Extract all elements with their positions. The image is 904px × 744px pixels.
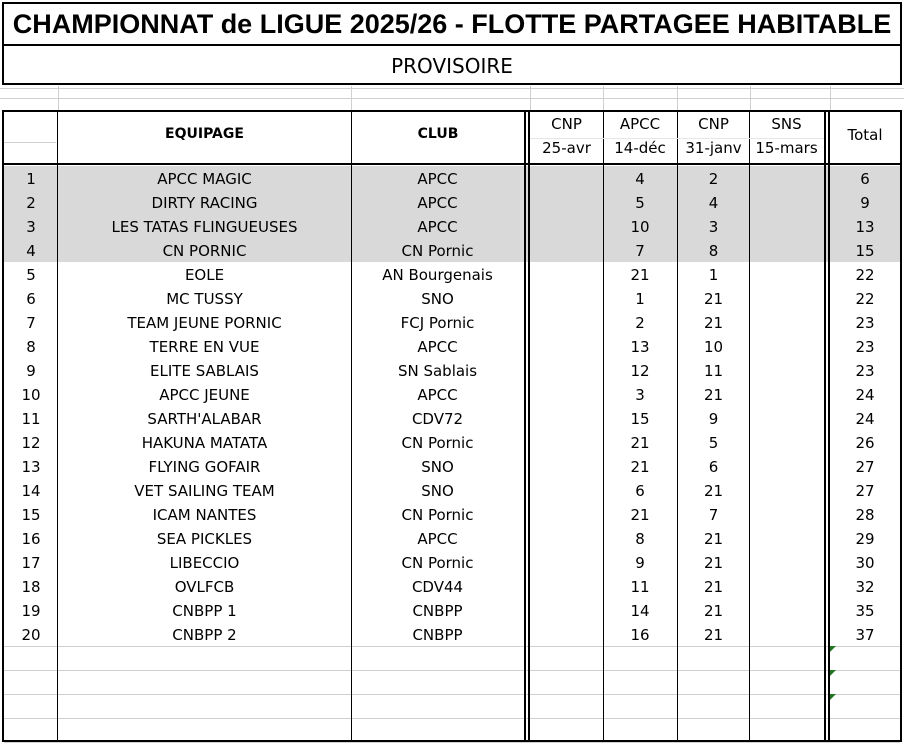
cell-total: 9 [860, 194, 870, 212]
cell-r3: 21 [703, 530, 724, 548]
cell-team: SEA PICKLES [156, 530, 253, 548]
cell-team: EOLE [184, 266, 225, 284]
gridline [4, 694, 900, 695]
cell-rank: 18 [21, 578, 41, 596]
cell-r1 [530, 623, 603, 647]
header-race3-club: CNP [698, 115, 729, 133]
cell-r4 [750, 287, 824, 311]
gridline [4, 718, 900, 719]
cell-r2: 8 [635, 530, 645, 548]
cell-r3: 8 [708, 242, 719, 260]
cell-r1 [530, 575, 603, 599]
cell-rank: 13 [21, 458, 41, 476]
cell-team: CNBPP 2 [172, 626, 237, 644]
cell-r3: 4 [708, 194, 719, 212]
cell-team: LES TATAS FLINGUEUSES [111, 218, 298, 236]
cell-r3: 21 [703, 578, 724, 596]
cell-club: SNO [421, 458, 454, 476]
cell-total: 27 [855, 482, 875, 500]
cell-rank: 3 [26, 218, 36, 236]
header-race4-club: SNS [771, 115, 802, 133]
gridline [4, 742, 900, 743]
col-double-line [824, 112, 826, 741]
cell-r1 [530, 551, 603, 575]
gridline [750, 86, 751, 110]
gridline [4, 670, 900, 671]
cell-club: APCC [417, 170, 458, 188]
cell-club: CN Pornic [401, 434, 474, 452]
table-bottom-border [2, 740, 902, 742]
cell-total: 35 [855, 602, 875, 620]
header-race4-date: 15-mars [755, 139, 818, 157]
cell-team: CNBPP 1 [172, 602, 237, 620]
cell-r4 [750, 359, 824, 383]
cell-rank: 17 [21, 554, 41, 572]
cell-r1 [530, 287, 603, 311]
cell-team: TEAM JEUNE PORNIC [127, 314, 282, 332]
cell-club: APCC [417, 338, 458, 356]
cell-rank: 14 [21, 482, 41, 500]
cell-r2: 16 [630, 626, 650, 644]
table-right-border [900, 110, 902, 742]
cell-total: 15 [855, 242, 875, 260]
cell-r2: 21 [630, 266, 650, 284]
cell-r2: 10 [630, 218, 650, 236]
cell-r4 [750, 263, 824, 287]
cell-r1 [530, 407, 603, 431]
gridline [0, 88, 904, 89]
cell-rank: 4 [26, 242, 36, 260]
cell-r3: 11 [703, 362, 724, 380]
cell-r4 [750, 575, 824, 599]
cell-r1 [530, 479, 603, 503]
cell-club: APCC [417, 386, 458, 404]
cell-rank: 19 [21, 602, 41, 620]
gridline [530, 86, 531, 110]
cell-club: CDV44 [411, 578, 464, 596]
cell-rank: 7 [26, 314, 36, 332]
cell-r4 [750, 167, 824, 191]
cell-r4 [750, 455, 824, 479]
cell-r2: 5 [635, 194, 645, 212]
cell-team: APCC MAGIC [157, 170, 252, 188]
gridline [677, 86, 678, 110]
cell-r4 [750, 383, 824, 407]
cell-r4 [750, 431, 824, 455]
cell-team: FLYING GOFAIR [148, 458, 261, 476]
sheet-title: CHAMPIONNAT de LIGUE 2025/26 - FLOTTE PARTAGEE HABITABLE [2, 2, 902, 46]
cell-team: TERRE EN VUE [149, 338, 260, 356]
cell-r3: 1 [708, 266, 719, 284]
cell-r4 [750, 503, 824, 527]
cell-rank: 1 [26, 170, 36, 188]
cell-total: 32 [855, 578, 875, 596]
cell-r2: 12 [630, 362, 650, 380]
cell-r1 [530, 167, 603, 191]
cell-r3: 7 [708, 506, 719, 524]
col-double-line [524, 112, 526, 741]
cell-total: 22 [855, 266, 875, 284]
gridline [0, 98, 904, 99]
cell-club: CN Pornic [401, 506, 474, 524]
cell-r2: 1 [635, 290, 645, 308]
cell-r2: 21 [630, 434, 650, 452]
cell-total: 6 [860, 170, 870, 188]
cell-club: CN Pornic [401, 554, 474, 572]
cell-r4 [750, 311, 824, 335]
cell-r4 [750, 239, 824, 263]
cell-r4 [750, 551, 824, 575]
gridline [4, 142, 56, 143]
cell-total: 24 [855, 386, 875, 404]
cell-r4 [750, 527, 824, 551]
cell-r1 [530, 263, 603, 287]
cell-rank: 15 [21, 506, 41, 524]
cell-total: 13 [855, 218, 875, 236]
cell-total: 27 [855, 458, 875, 476]
cell-r2: 14 [630, 602, 650, 620]
cell-team: ELITE SABLAIS [150, 362, 259, 380]
cell-r1 [530, 599, 603, 623]
cell-team: ICAM NANTES [152, 506, 257, 524]
cell-total: 23 [855, 314, 875, 332]
cell-r3: 21 [703, 626, 724, 644]
cell-r1 [530, 527, 603, 551]
cell-r4 [750, 599, 824, 623]
cell-club: CDV72 [411, 410, 464, 428]
cell-club: SNO [421, 290, 454, 308]
sheet-subtitle: PROVISOIRE [2, 44, 902, 85]
cell-rank: 10 [21, 386, 41, 404]
error-indicator-icon [830, 694, 836, 700]
cell-total: 24 [855, 410, 875, 428]
cell-club: APCC [417, 218, 458, 236]
cell-r2: 3 [635, 386, 645, 404]
table-top-border [2, 110, 902, 112]
cell-r3: 3 [708, 218, 719, 236]
cell-team: HAKUNA MATATA [141, 434, 268, 452]
cell-total: 22 [855, 290, 875, 308]
header-race2-date: 14-déc [614, 139, 666, 157]
cell-rank: 9 [26, 362, 36, 380]
cell-r1 [530, 431, 603, 455]
cell-club: CNBPP [412, 602, 463, 620]
cell-club: AN Bourgenais [382, 266, 493, 284]
cell-team: APCC JEUNE [159, 386, 250, 404]
cell-r2: 2 [635, 314, 645, 332]
cell-club: SNO [421, 482, 454, 500]
cell-rank: 8 [26, 338, 36, 356]
header-race3-date: 31-janv [685, 139, 742, 157]
cell-total: 28 [855, 506, 875, 524]
cell-r4 [750, 191, 824, 215]
cell-r2: 6 [635, 482, 645, 500]
cell-r3: 21 [703, 290, 724, 308]
header-race2-club: APCC [619, 115, 661, 133]
cell-r2: 21 [630, 506, 650, 524]
cell-r4 [750, 479, 824, 503]
cell-rank: 2 [26, 194, 36, 212]
cell-total: 30 [855, 554, 875, 572]
cell-r3: 10 [703, 338, 724, 356]
cell-team: VET SAILING TEAM [134, 482, 275, 500]
header-bottom-border [4, 163, 900, 165]
cell-total: 23 [855, 338, 875, 356]
cell-team: SARTH'ALABAR [147, 410, 262, 428]
cell-r4 [750, 407, 824, 431]
cell-r3: 9 [708, 410, 719, 428]
cell-r1 [530, 335, 603, 359]
cell-team: MC TUSSY [166, 290, 243, 308]
gridline [603, 86, 604, 110]
cell-rank: 16 [21, 530, 41, 548]
cell-total: 23 [855, 362, 875, 380]
cell-r1 [530, 311, 603, 335]
cell-r2: 11 [630, 578, 650, 596]
cell-rank: 6 [26, 290, 36, 308]
cell-r2: 15 [630, 410, 650, 428]
cell-team: LIBECCIO [169, 554, 240, 572]
cell-r2: 9 [635, 554, 645, 572]
header-club: CLUB [417, 126, 459, 142]
cell-rank: 12 [21, 434, 41, 452]
header-race1-date: 25-avr [542, 139, 591, 157]
cell-team: DIRTY RACING [151, 194, 258, 212]
cell-rank: 5 [26, 266, 36, 284]
cell-r2: 13 [630, 338, 650, 356]
gridline [351, 86, 352, 110]
header-equipage: EQUIPAGE [165, 126, 244, 142]
cell-r2: 4 [635, 170, 645, 188]
cell-r1 [530, 455, 603, 479]
cell-r3: 6 [708, 458, 719, 476]
cell-r4 [750, 623, 824, 647]
cell-r1 [530, 503, 603, 527]
gridline [58, 86, 59, 110]
cell-total: 37 [855, 626, 875, 644]
cell-team: CN PORNIC [162, 242, 247, 260]
cell-r3: 21 [703, 602, 724, 620]
header-race1-club: CNP [551, 115, 582, 133]
cell-club: APCC [417, 194, 458, 212]
cell-club: CNBPP [412, 626, 463, 644]
cell-r3: 21 [703, 314, 724, 332]
cell-r2: 21 [630, 458, 650, 476]
gridline [830, 86, 831, 110]
cell-r3: 5 [708, 434, 719, 452]
cell-r2: 7 [635, 242, 645, 260]
cell-r3: 21 [703, 554, 724, 572]
cell-r1 [530, 239, 603, 263]
cell-r1 [530, 359, 603, 383]
cell-total: 26 [855, 434, 875, 452]
cell-rank: 11 [21, 410, 41, 428]
cell-r4 [750, 335, 824, 359]
cell-club: CN Pornic [401, 242, 474, 260]
cell-rank: 20 [21, 626, 41, 644]
cell-r3: 21 [703, 386, 724, 404]
error-indicator-icon [830, 670, 836, 676]
cell-total: 29 [855, 530, 875, 548]
cell-r1 [530, 215, 603, 239]
cell-r4 [750, 215, 824, 239]
cell-club: APCC [417, 530, 458, 548]
cell-r1 [530, 383, 603, 407]
cell-r1 [530, 191, 603, 215]
cell-club: SN Sablais [397, 362, 478, 380]
cell-team: OVLFCB [174, 578, 235, 596]
cell-r3: 2 [708, 170, 719, 188]
header-total: Total [847, 126, 883, 144]
cell-club: FCJ Pornic [400, 314, 475, 332]
cell-r3: 21 [703, 482, 724, 500]
